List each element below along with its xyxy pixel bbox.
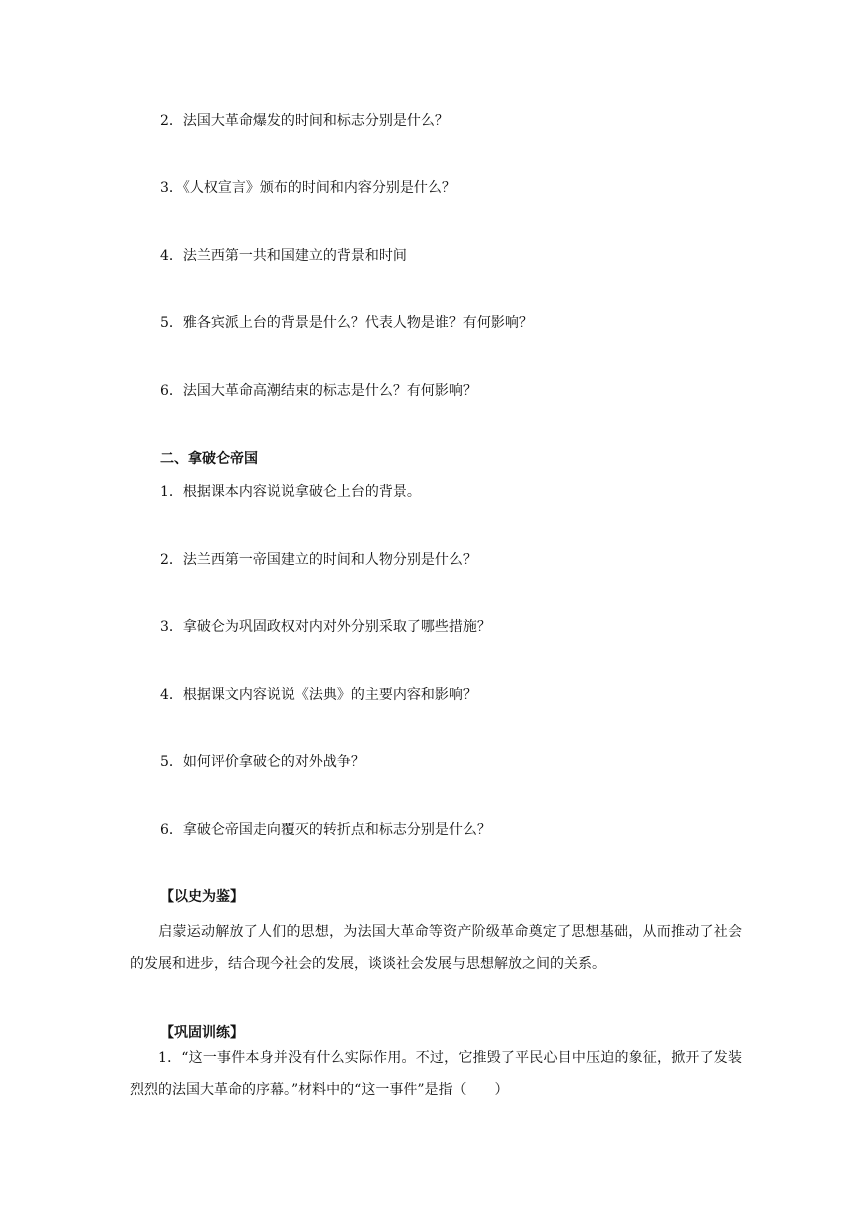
question-1-5: 5．雅各宾派上台的背景是什么？代表人物是谁？有何影响？	[160, 315, 533, 331]
practice-question-1	[130, 1042, 742, 1106]
question-2-1: 1．根据课本内容说说拿破仑上台的背景。	[160, 484, 421, 500]
question-2-4: 4．根据课文内容说说《法典》的主要内容和影响？	[160, 687, 477, 703]
question-1-4: 4．法兰西第一共和国建立的背景和时间	[160, 248, 407, 264]
question-2-3: 3．拿破仑为巩固政权对内对外分别采取了哪些措施？	[160, 619, 491, 635]
history-lesson-heading: 【以史为鉴】	[160, 889, 244, 905]
practice-question-1-text: 1．“这一事件本身并没有什么实际作用。不过，它推毁了平民心目中压迫的象征，掀开了发装烈烈的法国大革命的序幕。”材料中的“这一事件”是指（ ）	[130, 1050, 742, 1098]
question-2-2: 2．法兰西第一帝国建立的时间和人物分别是什么？	[160, 552, 477, 568]
question-1-3: 3．《人权宣言》颁布的时间和内容分别是什么？	[160, 180, 456, 196]
history-lesson-paragraph	[130, 916, 742, 980]
question-1-6: 6．法国大革命高潮结束的标志是什么？有何影响？	[160, 383, 477, 399]
question-1-2: 2．法国大革命爆发的时间和标志分别是什么？	[160, 113, 449, 129]
section-heading-napoleon: 二、拿破仑帝国	[160, 451, 258, 467]
practice-heading: 【巩固训练】	[160, 1025, 244, 1041]
question-2-6: 6．拿破仑帝国走向覆灭的转折点和标志分别是什么？	[160, 822, 491, 838]
question-2-5: 5．如何评价拿破仑的对外战争？	[160, 754, 365, 770]
history-lesson-text: 启蒙运动解放了人们的思想，为法国大革命等资产阶级革命奠定了思想基础，从而推动了社会的发展和进步，结合现今社会的发展，谈谈社会发展与思想解放之间的关系。	[130, 924, 742, 972]
